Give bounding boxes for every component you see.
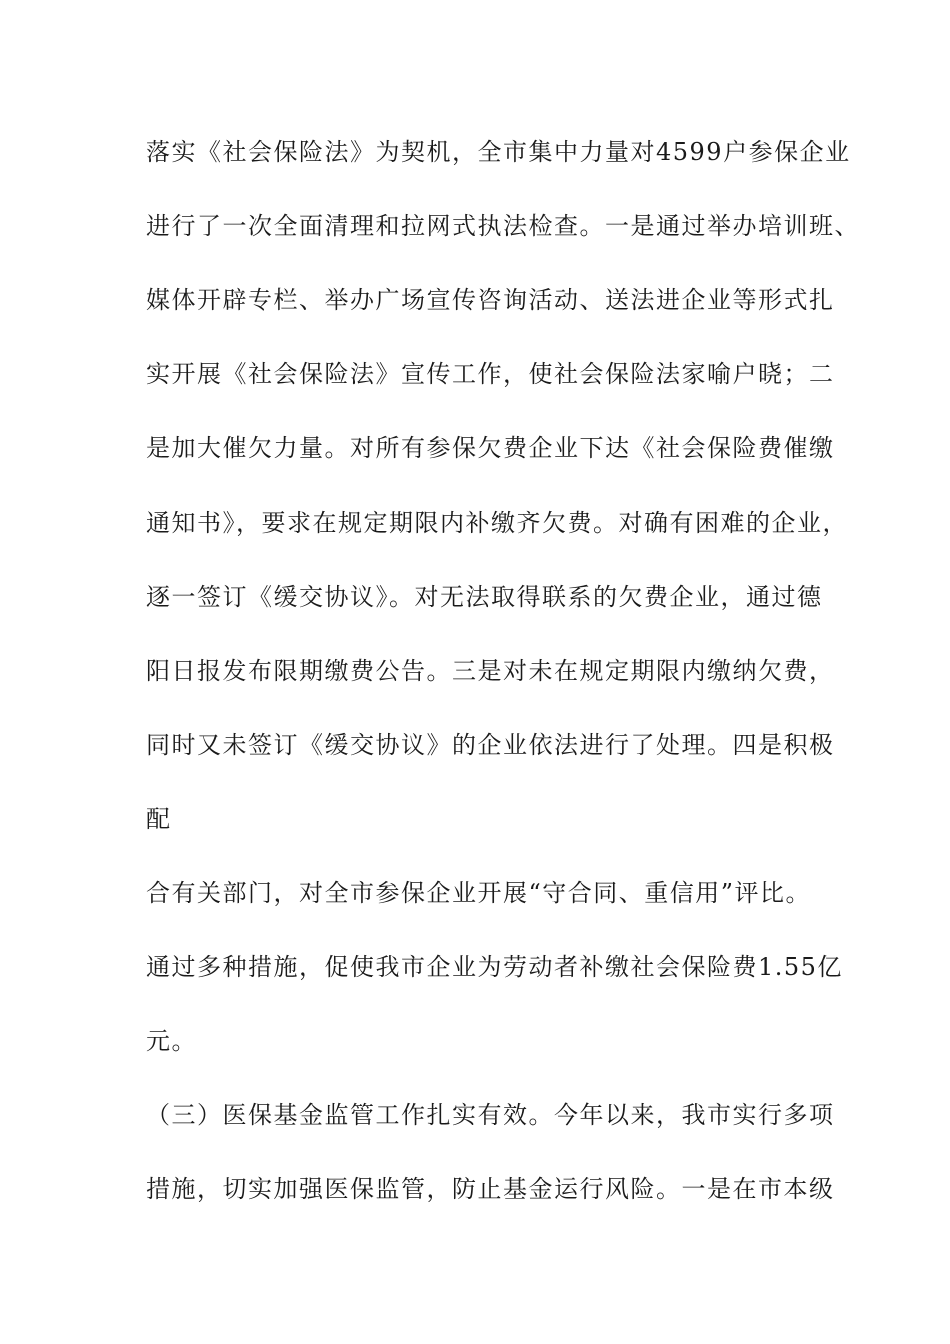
text-line-3: 媒体开辟专栏、举办广场宣传咨询活动、送法进企业等形式扎 (146, 286, 835, 314)
text-line-11: 合有关部门，对全市参保企业开展“守合同、重信用”评比。 (146, 879, 812, 907)
text-line-7: 逐一签订《缓交协议》。对无法取得联系的欠费企业，通过德 (146, 583, 823, 611)
text-line-13: 元。 (146, 1027, 197, 1055)
text-line-14: （三）医保基金监管工作扎实有效。今年以来，我市实行多项 (146, 1101, 835, 1129)
text-line-2: 进行了一次全面清理和拉网式执法检查。一是通过举办培训班、 (146, 212, 860, 240)
text-line-12: 通过多种措施，促使我市企业为劳动者补缴社会保险费1.55亿 (146, 953, 843, 981)
text-line-5: 是加大催欠力量。对所有参保欠费企业下达《社会保险费催缴 (146, 434, 835, 462)
text-line-9: 同时又未签订《缓交协议》的企业依法进行了处理。四是积极 (146, 731, 835, 759)
text-line-1: 落实《社会保险法》为契机，全市集中力量对4599户参保企业 (146, 138, 851, 166)
text-line-4: 实开展《社会保险法》宣传工作，使社会保险法家喻户晓；二 (146, 360, 835, 388)
text-line-10: 配 (146, 805, 172, 833)
text-line-8: 阳日报发布限期缴费公告。三是对未在规定期限内缴纳欠费， (146, 657, 835, 685)
text-line-15: 措施，切实加强医保监管，防止基金运行风险。一是在市本级 (146, 1175, 835, 1203)
text-line-6: 通知书》，要求在规定期限内补缴齐欠费。对确有困难的企业， (146, 509, 848, 537)
